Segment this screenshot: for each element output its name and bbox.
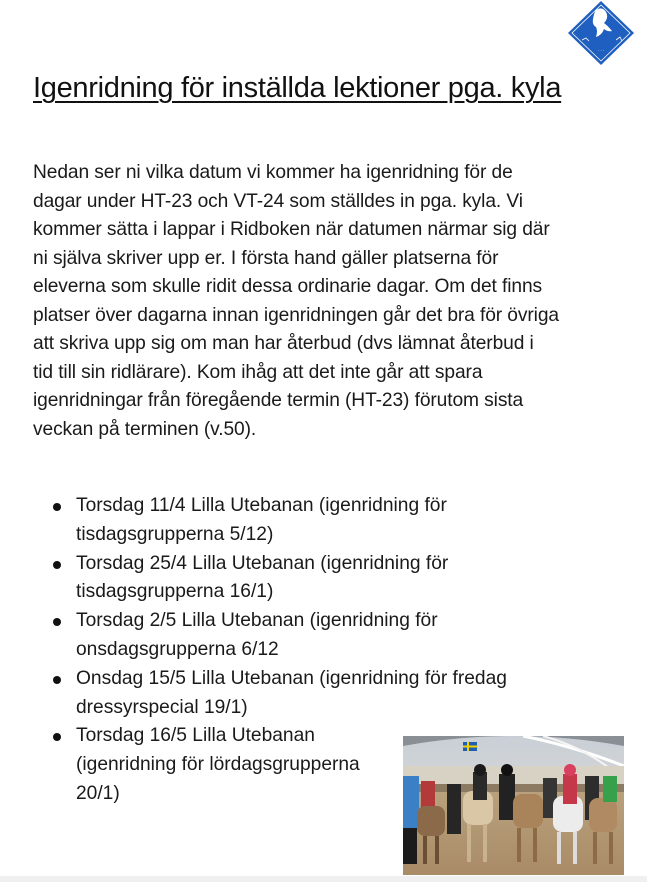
list-item-text: Torsdag 2/5 Lilla Utebanan (igenridning för: [76, 610, 438, 632]
list-item-text: dressyrspecial 19/1): [76, 696, 248, 718]
list-item-text: Torsdag 16/5 Lilla Utebanan: [76, 725, 315, 747]
intro-line: igenridningar från föregående termin (HT-23) förutom sista: [33, 390, 524, 411]
intro-line: eleverna som skulle ridit dessa ordinarie dagar. Om det finns: [33, 276, 543, 297]
list-item-text: Torsdag 25/4 Lilla Utebanan (igenridning för: [76, 552, 449, 574]
list-item: [33, 607, 507, 665]
list-item-text: onsdagsgrupperna 6/12: [76, 638, 279, 660]
list-item-text: tisdagsgrupperna 5/12): [76, 523, 274, 545]
page-title: Igenridning för inställda lektioner pga. kyla: [33, 72, 562, 104]
intro-line: dagar under HT-23 och VT-24 som ställdes in pga. kyla. Vi: [33, 190, 523, 212]
riding-club-logo-icon: [566, 0, 636, 66]
list-item-text: 20/1): [76, 782, 120, 804]
intro-line: kommer sätta i lappar i Ridboken när datumen närmar sig där: [33, 219, 550, 240]
list-item: [33, 665, 507, 723]
intro-line: veckan på terminen (v.50).: [33, 418, 257, 440]
svg-text:· · ·: · · ·: [597, 48, 605, 53]
list-item-text: (igenridning för lördagsgrupperna: [76, 754, 360, 776]
list-item-text: tisdagsgrupperna 16/1): [76, 581, 274, 603]
list-item-text: Onsdag 15/5 Lilla Utebanan (igenridning för fredag: [76, 667, 507, 689]
intro-line: att skriva upp sig om man har återbud (dvs lämnat återbud i: [33, 333, 534, 354]
intro-paragraph: [33, 159, 593, 444]
list-item: [33, 492, 507, 550]
bullet-icon: [53, 503, 61, 511]
bullet-icon: [53, 676, 61, 684]
intro-line: ni själva skriver upp er. I första hand gäller platserna för: [33, 247, 499, 269]
page-bottom-edge: [0, 876, 647, 882]
intro-line: platser över dagarna innan igenridningen går det bra för övriga: [33, 304, 559, 326]
bullet-icon: [53, 618, 61, 626]
intro-line: tid till sin ridlärare). Kom ihåg att det inte går att spara: [33, 361, 483, 383]
list-item-text: Torsdag 11/4 Lilla Utebanan (igenridning för: [76, 495, 447, 516]
intro-line: Nedan ser ni vilka datum vi kommer ha igenridning för de: [33, 162, 513, 183]
list-item: [33, 550, 507, 608]
bullet-icon: [53, 733, 61, 741]
bullet-icon: [53, 561, 61, 569]
riding-arena-photo: [403, 736, 624, 875]
